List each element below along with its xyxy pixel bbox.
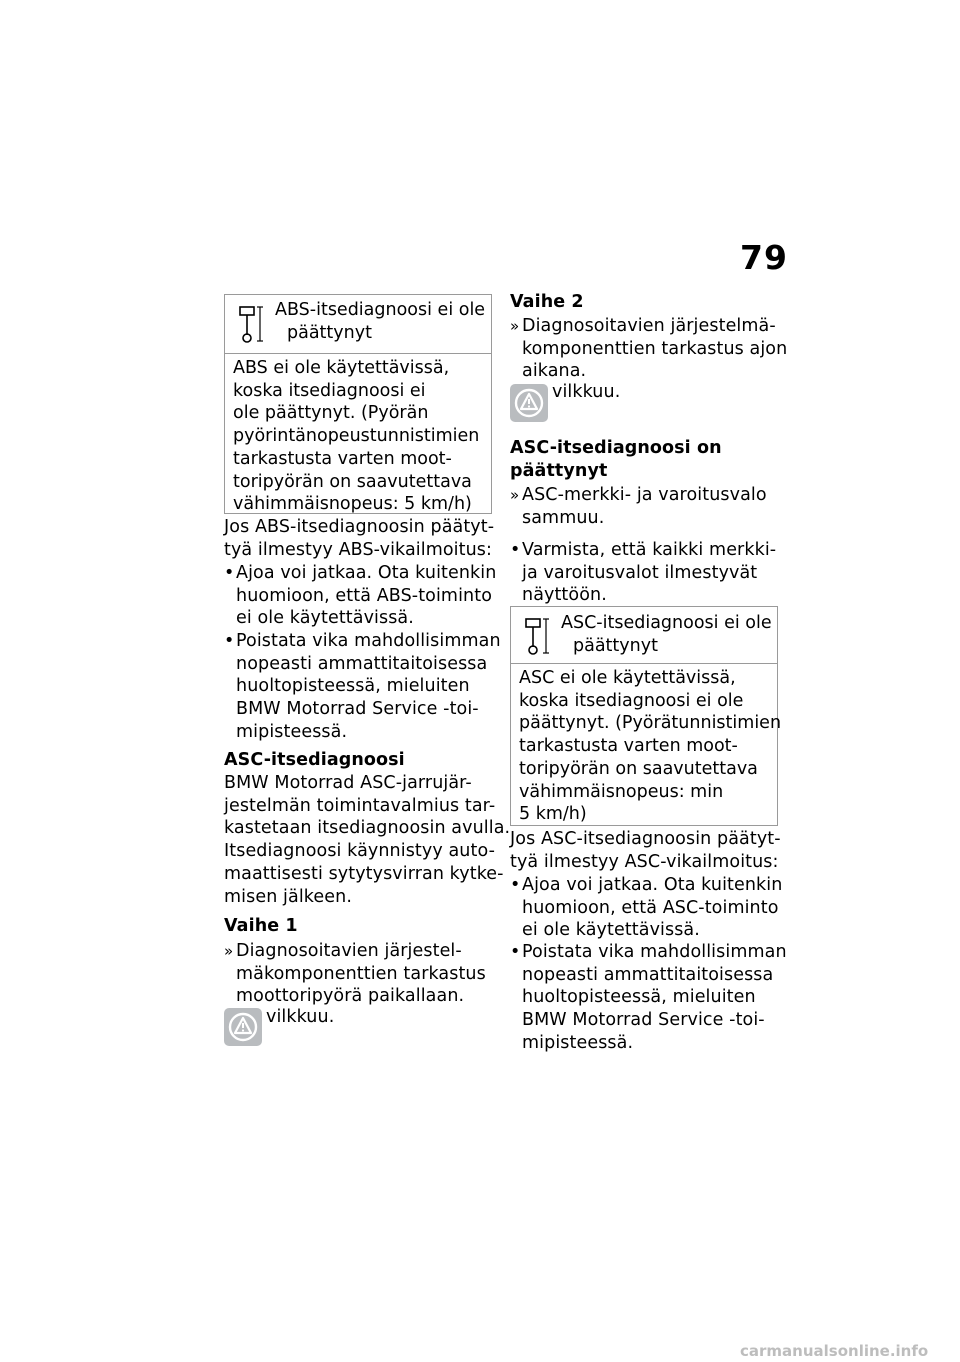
bullet-line: huomioon, että ASC-toiminto [522, 897, 779, 918]
bullet-line: mipisteessä. [522, 1032, 634, 1053]
step1-heading: Vaihe 1 [224, 916, 298, 936]
asc-line: jestelmän toimintavalmius tar- [224, 795, 496, 816]
bullet-line: ei ole käytettävissä. [236, 608, 414, 629]
watermark: carmanualsonline.info [740, 1342, 929, 1360]
abs-box-line: toripyörän on saavutettava [233, 471, 472, 492]
tool-icon [237, 305, 265, 345]
bullet-line: huoltopisteessä, mieluiten [236, 676, 470, 697]
abs-box-title-line1: ABS-itsediagnoosi ei ole [275, 300, 486, 320]
bullet-line: nopeasti ammattitaitoisessa [522, 964, 774, 985]
abs-intro-line: Jos ABS-itsediagnoosin päätyt- [224, 517, 495, 537]
bullet-line: BMW Motorrad Service -toi- [522, 1010, 765, 1031]
abs-info-box-header [225, 295, 491, 354]
abs-box-line: tarkastusta varten moot- [233, 448, 452, 469]
bullet-line: • Varmista, että kaikki merkki- [522, 540, 777, 560]
asc-bullet-2 [522, 941, 787, 1055]
asc-box-title-line2: päättynyt [573, 636, 658, 656]
step1-line: mäkomponenttien tarkastus [236, 963, 486, 984]
abs-intro-line: tyä ilmestyy ABS-vikailmoitus: [224, 539, 492, 560]
asc-line: kastetaan itsediagnoosin avulla. [224, 818, 511, 839]
step-marker: » [224, 942, 234, 960]
bullet-line: • Poistata vika mahdollisimman [522, 942, 787, 962]
asc-box-line: ASC ei ole käytettävissä, [519, 668, 736, 688]
asc-info-box-header [511, 607, 777, 664]
asc-bullet-1 [522, 874, 782, 942]
asc-box-line: vähimmäisnopeus: min [519, 781, 724, 802]
asc-box-line: koska itsediagnoosi ei ole [519, 690, 744, 711]
verify-bullet [522, 539, 776, 607]
asc-line: Itsediagnoosi käynnistyy auto- [224, 841, 495, 862]
abs-box-line: ABS ei ole käytettävissä, [233, 358, 450, 378]
warning-light-icon [224, 1008, 262, 1046]
asc-done-heading [510, 437, 722, 482]
step2-heading: Vaihe 2 [510, 292, 584, 312]
asc-heading: ASC-itsediagnoosi [224, 750, 405, 770]
abs-box-body [233, 357, 479, 516]
asc-box-line: tarkastusta varten moot- [519, 736, 738, 757]
bullet-line: huomioon, että ABS-toiminto [236, 585, 492, 606]
asc-box-body [519, 667, 781, 826]
bullet-line: • Ajoa voi jatkaa. Ota kuitenkin [236, 563, 497, 583]
step2-line: aikana. [522, 361, 587, 382]
asc-done-text [510, 484, 767, 529]
step2-line: Diagnosoitavien järjestelmä- [522, 316, 776, 336]
abs-box-line: koska itsediagnoosi ei [233, 380, 426, 401]
abs-bullet-1 [236, 562, 496, 630]
step2-text [510, 315, 788, 383]
asc-intro-line: tyä ilmestyy ASC-vikailmoitus: [510, 851, 779, 872]
abs-bullet-2 [236, 630, 501, 744]
asc-info-box [510, 606, 782, 826]
asc-done-heading-line: päättynyt [510, 460, 608, 481]
abs-intro [224, 516, 494, 561]
bullet-line: mipisteessä. [236, 721, 348, 742]
bullet-line: • Ajoa voi jatkaa. Ota kuitenkin [522, 875, 783, 895]
bullet-line: näyttöön. [522, 585, 607, 606]
step1-blink-text: vilkkuu. [266, 1007, 335, 1027]
warning-light-icon [510, 384, 548, 422]
asc-box-line: päättynyt. (Pyörätunnistimien [519, 713, 782, 734]
asc-done-line: ASC-merkki- ja varoitusvalo [522, 485, 767, 505]
step1-text [224, 940, 486, 1008]
asc-box-title-line1: ASC-itsediagnoosi ei ole [561, 613, 772, 633]
step2-blink-text: vilkkuu. [552, 382, 621, 402]
bullet-line: ja varoitusvalot ilmestyvät [522, 562, 758, 583]
abs-box-line: pyörintänopeustunnistimien [233, 426, 480, 447]
step1-line: moottoripyörä paikallaan. [236, 986, 465, 1007]
abs-box-line: ole päättynyt. (Pyörän [233, 403, 429, 424]
asc-intro [510, 828, 781, 873]
step1-line: Diagnosoitavien järjestel- [236, 941, 462, 961]
bullet-line: BMW Motorrad Service -toi- [236, 699, 479, 720]
step-marker: » [510, 486, 520, 504]
bullet-line: • Poistata vika mahdollisimman [236, 631, 501, 651]
asc-done-heading-line: ASC-itsediagnoosi on [510, 438, 722, 458]
asc-line: maattisesti sytytysvirran kytke- [224, 863, 504, 884]
bullet-line: huoltopisteessä, mieluiten [522, 987, 756, 1008]
step2-line: komponenttien tarkastus ajon [522, 338, 788, 359]
asc-description [224, 772, 510, 908]
abs-box-line: vähimmäisnopeus: 5 km/h) [233, 494, 472, 515]
abs-info-box [224, 294, 492, 514]
abs-box-title-line2: päättynyt [287, 323, 372, 343]
bullet-line: ei ole käytettävissä. [522, 920, 700, 941]
bullet-line: nopeasti ammattitaitoisessa [236, 653, 488, 674]
step-marker: » [510, 317, 520, 335]
asc-box-line: 5 km/h) [519, 804, 587, 825]
page-number: 79 [740, 238, 788, 277]
asc-intro-line: Jos ASC-itsediagnoosin päätyt- [510, 829, 781, 849]
tool-icon [523, 617, 551, 657]
asc-line: BMW Motorrad ASC-jarrujär- [224, 773, 472, 793]
asc-done-line: sammuu. [522, 507, 605, 528]
asc-line: misen jälkeen. [224, 886, 352, 907]
asc-box-line: toripyörän on saavutettava [519, 758, 758, 779]
